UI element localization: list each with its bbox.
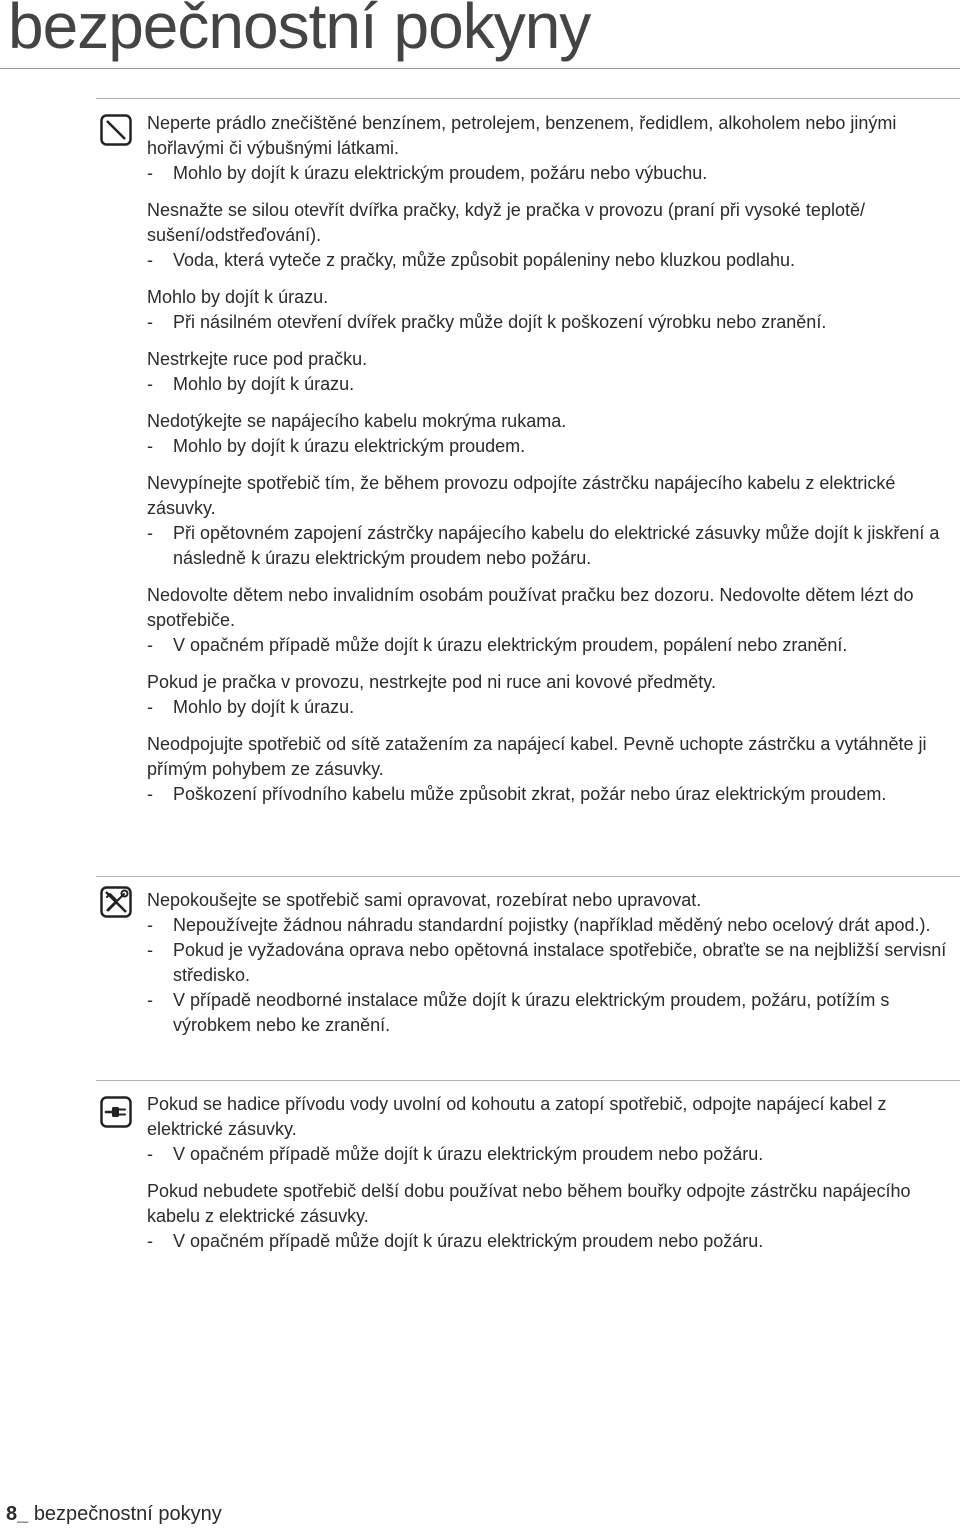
warning-item <box>147 347 955 397</box>
section-body <box>147 1092 955 1266</box>
warning-consequence: - Při opětovném zapojení zástrčky napájecího kabelu do elektrické zásuvky může dojít k jiskření a následně k úrazu elektrickým proudem nebo požáru. <box>147 523 940 568</box>
title-divider <box>0 68 960 69</box>
warning-consequence: - V opačném případě může dojít k úrazu elektrickým proudem, popálení nebo zranění. <box>147 635 848 655</box>
safety-section-unplug <box>0 1080 960 1280</box>
warning-text: Neodpojujte spotřebič od sítě zatažením za napájecí kabel. Pevně uchopte zástrčku a vytáhněte ji přímým pohybem ze zásuvky. <box>147 734 927 779</box>
warning-consequence: - V opačném případě může dojít k úrazu elektrickým proudem nebo požáru. <box>147 1231 764 1251</box>
warning-consequence: - Voda, která vyteče z pračky, může způsobit popáleniny nebo kluzkou podlahu. <box>147 250 796 270</box>
warning-item <box>147 732 955 807</box>
warning-item <box>147 1092 955 1167</box>
safety-section-prohibited <box>0 98 960 868</box>
warning-text: Nedotýkejte se napájecího kabelu mokrýma rukama. <box>147 411 567 431</box>
warning-consequence: - Mohlo by dojít k úrazu elektrickým proudem. <box>147 436 526 456</box>
warning-item <box>147 111 955 186</box>
prohibition-icon <box>100 114 132 146</box>
warning-item <box>147 1179 955 1254</box>
warning-text: Nedovolte dětem nebo invalidním osobám používat pračku bez dozoru. Nedovolte dětem lézt do spotřebiče. <box>147 585 914 630</box>
warning-text: Pokud je pračka v provozu, nestrkejte pod ni ruce ani kovové předměty. <box>147 672 716 692</box>
section-divider <box>96 98 960 99</box>
page-number: 8_ <box>6 1503 29 1525</box>
warning-consequence: - Při násilném otevření dvířek pračky může dojít k poškození výrobku nebo zranění. <box>147 312 827 332</box>
warning-text: Nevypínejte spotřebič tím, že během provozu odpojíte zástrčku napájecího kabelu z elektrické zásuvky. <box>147 473 896 518</box>
page-footer <box>6 1502 222 1526</box>
warning-consequence: - Pokud je vyžadována oprava nebo opětovná instalace spotřebiče, obraťte se na nejbližší servisní středisko. <box>147 940 947 985</box>
section-body <box>147 888 955 1050</box>
section-divider <box>96 876 960 877</box>
warning-text: Pokud nebudete spotřebič delší dobu používat nebo během bouřky odpojte zástrčku napájecího kabelu z elektrické zásuvky. <box>147 1181 911 1226</box>
warning-consequence: - Mohlo by dojít k úrazu elektrickým proudem, požáru nebo výbuchu. <box>147 163 708 183</box>
warning-text: Neperte prádlo znečištěné benzínem, petrolejem, benzenem, ředidlem, alkoholem nebo jinými hořlavými či výbušnými látkami. <box>147 113 897 158</box>
warning-item <box>147 198 955 273</box>
warning-consequence: - V případě neodborné instalace může dojít k úrazu elektrickým proudem, požáru, potížím s výrobkem nebo ke zranění. <box>147 990 890 1035</box>
section-divider <box>96 1080 960 1081</box>
warning-item <box>147 285 955 335</box>
warning-text: Pokud se hadice přívodu vody uvolní od kohoutu a zatopí spotřebič, odpojte napájecí kabel z elektrické zásuvky. <box>147 1094 887 1139</box>
warning-item <box>147 471 955 571</box>
warning-text: Nestrkejte ruce pod pračku. <box>147 349 368 369</box>
warning-item <box>147 670 955 720</box>
warning-consequence: - Poškození přívodního kabelu může způsobit zkrat, požár nebo úraz elektrickým proudem. <box>147 784 887 804</box>
warning-item <box>147 888 955 1038</box>
safety-section-no-disassembly <box>0 876 960 1076</box>
warning-consequence: - V opačném případě může dojít k úrazu elektrickým proudem nebo požáru. <box>147 1144 764 1164</box>
page-title: bezpečnostní pokyny <box>8 0 591 62</box>
warning-item <box>147 409 955 459</box>
warning-text: Nepokoušejte se spotřebič sami opravovat, rozebírat nebo upravovat. <box>147 890 702 910</box>
footer-section-title: bezpečnostní pokyny <box>33 1503 222 1525</box>
section-body <box>147 111 955 819</box>
warning-consequence: - Mohlo by dojít k úrazu. <box>147 697 355 717</box>
warning-text: Nesnažte se silou otevřít dvířka pračky, když je pračka v provozu (praní při vysoké teplotě/ sušení/odstřeďování). <box>147 200 865 245</box>
no-disassembly-icon <box>100 886 132 918</box>
warning-item <box>147 583 955 658</box>
unplug-icon <box>100 1096 132 1128</box>
warning-consequence: - Mohlo by dojít k úrazu. <box>147 374 355 394</box>
warning-text: Mohlo by dojít k úrazu. <box>147 287 329 307</box>
warning-consequence: - Nepoužívejte žádnou náhradu standardní pojistky (například měděný nebo ocelový drát apod.). <box>147 915 931 935</box>
